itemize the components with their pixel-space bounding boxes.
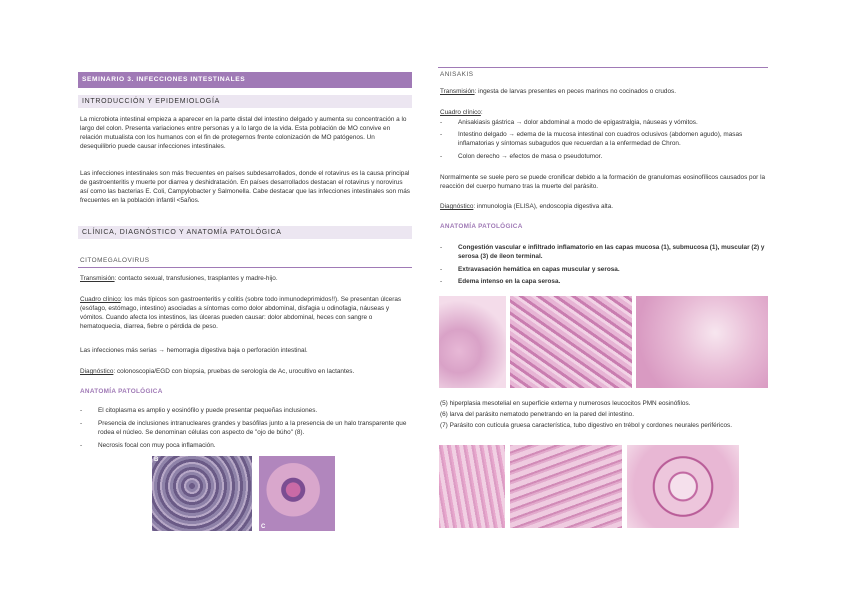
anisakis-transmission bbox=[440, 87, 766, 96]
anisakis-clinical-item: - Anisakiasis gástrica → dolor abdominal a modo de epigastralgia, náuseas y vómitos. bbox=[440, 119, 698, 126]
section-header-intro: INTRODUCCIÓN Y EPIDEMIOLOGÍA bbox=[78, 95, 412, 108]
cmv-histology-image-b bbox=[152, 456, 252, 531]
anisakis-clinical-label: Cuadro clínico: bbox=[440, 109, 483, 116]
section-header-clinica: CLÍNICA, DIAGNÓSTICO Y ANATOMÍA PATOLÓGICA bbox=[78, 226, 412, 239]
image-label-c: C bbox=[261, 524, 266, 530]
anisakis-transmission-text: : ingesta de larvas presentes en peces marinos no cocinados o crudos. bbox=[474, 88, 676, 95]
cmv-transmission-text: : contacto sexual, transfusiones, trasplantes y madre-hijo. bbox=[114, 275, 278, 282]
anisakis-diagnosis-text: : inmunología (ELISA), endoscopia digestiva alta. bbox=[473, 203, 614, 210]
anisakis-pathology-item: - Extravasación hemática en capas muscular y serosa. bbox=[440, 266, 620, 273]
anisakis-pathology-item: - Congestión vascular e infiltrado inflamatorio en las capas mucosa (1), submucosa (1), muscular (2) y serosa (3) de íleon terminal. bbox=[440, 244, 765, 260]
cmv-pathology-item: - El citoplasma es amplio y eosinófilo y puede presentar pequeñas inclusiones. bbox=[80, 407, 318, 414]
anisakis-caption-6: (6) larva del parásito nematodo penetrando en la pared del intestino. bbox=[440, 411, 634, 418]
cmv-clinical-text: : los más típicos son gastroenteritis y colitis (sobre todo inmunodeprimidos!!). Se presentan úlceras (esófago, estómago, intestino) asociadas a síntomas como dolor abdominal, disfagia u odinofagia, náuseas y vómitos. Cuando afecta los intestinos, las úlceras pueden causar: dolor abdominal, heces con sangre o hematoquecia, diarrea, fiebre o pérdida de peso. bbox=[80, 296, 402, 330]
anisakis-pathology-item: - Edema intenso en la capa serosa. bbox=[440, 278, 561, 285]
anisakis-pathology-title: ANATOMÍA PATOLÓGICA bbox=[440, 223, 523, 230]
cmv-clinical-label: Cuadro clínico bbox=[80, 296, 121, 303]
cmv-clinical bbox=[80, 295, 410, 331]
cmv-title: CITOMEGALOVIRUS bbox=[80, 257, 150, 264]
anisakis-transmission-label: Transmisión bbox=[440, 88, 475, 95]
anisakis-caption-7: (7) Parásito con cutícula gruesa característica, tubo digestivo en trébol y cordones neurales periféricos. bbox=[440, 422, 732, 429]
anisakis-histology-image-2 bbox=[510, 296, 632, 388]
image-label-b: B bbox=[154, 457, 159, 463]
cmv-divider bbox=[78, 267, 412, 268]
anisakis-clinical-item: - Intestino delgado → edema de la mucosa intestinal con cuadros oclusivos (abdomen agudo), masas inflamatorias y síntomas subagudos que recuerdan a la enfermedad de Chron. bbox=[440, 131, 743, 147]
cmv-pathology-item: - Necrosis focal con muy poca inflamación. bbox=[80, 442, 216, 449]
anisakis-histology-image-6 bbox=[510, 445, 622, 528]
cmv-transmission bbox=[80, 274, 410, 283]
anisakis-diagnosis bbox=[440, 202, 766, 211]
cmv-diagnosis-label: Diagnóstico bbox=[80, 368, 114, 375]
anisakis-clinical-item: - Colon derecho → efectos de masa o pseudotumor. bbox=[440, 153, 603, 160]
anisakis-title: ANISAKIS bbox=[440, 71, 474, 78]
cmv-pathology-title: ANATOMÍA PATOLÓGICA bbox=[80, 388, 163, 395]
intro-paragraph-2: Las infecciones intestinales son más frecuentes en países subdesarrollados, donde el rotavirus es la causa principal de gastroenteritis y muerte por diarrea y deshidratación. En países desarrollados destacan el rotavirus y norovirus así como las bacterias E. Coli, Campylobacter y Salmonella. Cabe destacar que las infecciones intestinales son más frecuentes en la población infantil <5años. bbox=[80, 170, 410, 204]
anisakis-histology-image-7 bbox=[627, 445, 739, 528]
cmv-pathology-item: - Presencia de inclusiones intranucleares grandes y basófilas junto a la presencia de un halo transparente que rodea el núcleo. Se denominan células con aspecto de "ojo de búho" (8). bbox=[80, 420, 407, 436]
seminar-banner: SEMINARIO 3. INFECCIONES INTESTINALES bbox=[78, 72, 412, 88]
cmv-histology-image-c bbox=[259, 456, 335, 531]
anisakis-histology-image-3 bbox=[636, 296, 768, 388]
intro-paragraph-1: La microbiota intestinal empieza a aparecer en la parte distal del intestino delgado y aumenta su concentración a lo largo del colon. Presenta variaciones entre personas y a lo largo de la vida. Esta población de MO convive en relación mutualista con los humanos con el fin de protegernos frente colonización de MO patógenos. Un desequilibrio puede causar infecciones intestinales. bbox=[80, 116, 407, 150]
anisakis-histology-image-5 bbox=[439, 445, 505, 528]
cmv-severe: Las infecciones más serias → hemorragia digestiva baja o perforación intestinal. bbox=[80, 347, 308, 354]
anisakis-caption-5: (5) hiperplasia mesotelial en superficie externa y numerosos leucocitos PMN eosinófilos. bbox=[440, 400, 691, 407]
cmv-transmission-label: Transmisión bbox=[80, 275, 115, 282]
anisakis-diagnosis-label: Diagnóstico bbox=[440, 203, 474, 210]
cmv-diagnosis-text: : colonoscopia/EGD con biopsia, pruebas de serología de Ac, urocultivo en lactantes. bbox=[113, 368, 355, 375]
anisakis-chronic: Normalmente se suele pero se puede cronificar debido a la formación de granulomas eosinofílicos causados por la reacción del cuerpo humano tras la muerte del parásito. bbox=[440, 174, 766, 190]
anisakis-histology-image-1 bbox=[439, 296, 506, 388]
cmv-diagnosis bbox=[80, 367, 410, 376]
anisakis-divider bbox=[438, 67, 768, 68]
